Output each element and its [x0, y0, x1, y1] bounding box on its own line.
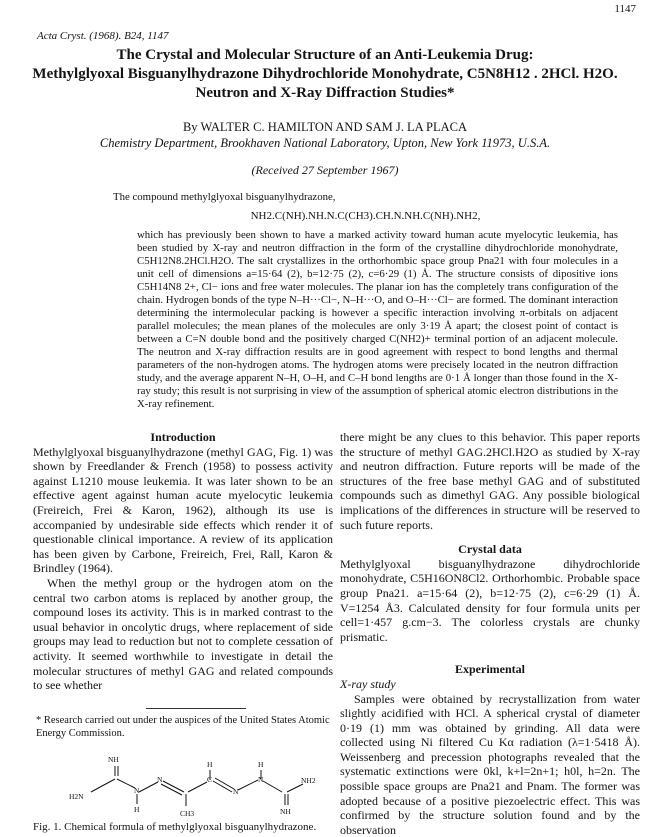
received-date: (Received 27 September 1967) [0, 163, 650, 178]
experimental-text: Samples were obtained by recrystallization from water slightly acidified with HCl. A spherical crystal of diameter 0·19 (1) mm was obtained by grinding. All data were collected using Ni filtered Cu Kα radiation (λ=1·5418 Å). Weissenberg and precession photographs revealed that the systematic extinctions were 0kl, k+l=2n+1; h0l, h=2n. The possible space groups are Pna21 and Pnam. The former was adopted because of a positive piezoelectric effect. This was confirmed by the structure solution found and by the observation [340, 692, 640, 837]
footnote: * Research carried out under the auspices of the United States Atomic Energy Commission. [36, 714, 336, 740]
title-line-1: The Crystal and Molecular Structure of an Anti-Leukemia Drug: [0, 46, 650, 65]
title-line-3: Neutron and X-Ray Diffraction Studies* [0, 84, 650, 103]
label-n1: N [134, 786, 140, 795]
label-c-mid: C [207, 775, 212, 784]
introduction-paragraph-1: Methylglyoxal bisguanylhydrazone (methyl GAG, Fig. 1) was shown by Freedlander & French (1958) to possess activity against L1210 mouse leukemia. It was later shown to be an effective agent against human acute myelocytic leukemia (Freireich, Frei & Karon, 1962), although its use is accompanied by undesirable side effects which render it of questionable clinical importance. A review of its application has been given by Carbone, Freireich, Frei, Rall, Karon & Brindley (1964). [33, 445, 333, 576]
label-nh-left: NH [108, 755, 119, 764]
label-n4: N [258, 775, 264, 784]
xray-study-subheading: X-ray study [340, 677, 640, 692]
abstract-formula: NH2.C(NH).NH.N.C(CH3).CH.N.NH.C(NH).NH2, [113, 210, 618, 223]
abstract-body: which has previously been shown to have a marked activity toward human acute myelocytic leukemia, has been studied by X-ray and neutron diffraction in the form of the crystalline dihydrochloride monohydrate, C5H12N8.2HCl.H2O. The salt crystallizes in the orthorhombic space group Pna21 with four molecules in a unit cell of dimensions a=15·64 (2), b=12·75 (2), c=6·29 (1) Å. The structure consists of dipositive ions C5H14N8 2+, Cl− ions and free water molecules. The planar ion has the completely trans configuration of the chain. Hydrogen bonds of the type N–H···Cl−, N–H···O, and O–H···Cl− are formed. The dominant interaction determining the intermolecular packing is however a specific interaction involving π-orbitals on adjacent parallel molecules; the mean planes of the molecules are only 3·19 Å apart; the closest point of contact is between a C=N double bond and the positively charged C(NH2)+ terminal portion of an adjacent molecule. The neutron and X-ray diffraction results are in good agreement with respect to bond lengths and thermal parameters of the non-hydrogen atoms. The hydrogen atoms were precisely located in the neutron diffraction study, and the average apparent N–H, O–H, and C–H bond lengths are 0·1 Å longer than those found in the X-ray study; this result is not surprising in view of the assumption of spherical atomic electron distributions in the X-ray refinement. [113, 229, 618, 411]
label-h2n: H2N [69, 792, 84, 801]
experimental-heading: Experimental [340, 662, 640, 677]
left-column [33, 430, 333, 693]
title-line-2: Methylglyoxal Bisguanylhydrazone Dihydrochloride Monohydrate, C5N8H12 . 2HCl. H2O. [0, 65, 650, 84]
right-column [340, 430, 640, 837]
introduction-paragraph-3: there might be any clues to this behavior. This paper reports the structure of methyl GAG.2HCl.H2O as studied by X-ray and neutron diffraction. Future reports will be made of the structures of the free base methyl GAG and of substituted compounds such as dimethyl GAG. Any possible biological implications of the differences in structure will be reserved to such future reports. [340, 430, 640, 532]
journal-reference: Acta Cryst. (1968). B24, 1147 [37, 30, 168, 42]
abstract-intro: The compound methylglyoxal bisguanylhydrazone, [113, 191, 618, 204]
authors: By WALTER C. HAMILTON AND SAM J. LA PLACA [0, 120, 650, 135]
figure-caption: Fig. 1. Chemical formula of methylglyoxal bisguanylhydrazone. [33, 821, 343, 833]
label-h2: H [207, 760, 213, 769]
article-title [0, 46, 650, 103]
abstract [113, 191, 618, 411]
label-n2: N [157, 775, 163, 784]
crystal-data-text: Methylglyoxal bisguanylhydrazone dihydrochloride monohydrate, C5H16ON8Cl2. Orthorhombic. Probable space group Pna21. a=15·64 (2), b=12·75 (2), c=6·29 (1) Å. V=1254 Å3. Calculated density for four formula units per cell=1·457 g.cm−3. The colorless crystals are chunky prismatic. [340, 557, 640, 645]
page-number: 1147 [614, 3, 636, 15]
crystal-data-heading: Crystal data [340, 542, 640, 557]
label-nh2-right: NH2 [301, 776, 316, 785]
label-h3: H [258, 760, 264, 769]
label-n3: N [233, 787, 239, 796]
label-ch3: CH3 [180, 809, 194, 818]
structure-bonds [91, 766, 303, 806]
label-h1: H [134, 805, 140, 814]
affiliation: Chemistry Department, Brookhaven National Laboratory, Upton, New York 11973, U.S.A. [0, 136, 650, 151]
introduction-heading: Introduction [33, 430, 333, 445]
chemical-structure-figure [33, 752, 333, 820]
footnote-divider [146, 708, 246, 709]
label-nh-right: NH [280, 807, 291, 816]
introduction-paragraph-2: When the methyl group or the hydrogen atom on the central two carbon atoms is replaced by another group, the compound loses its activity. This is in marked contrast to the usual behavior in oncolytic drugs, where replacement of side groups may lead to reduction but not to complete cessation of activity. It seemed worthwhile to investigate in detail the molecular structures of methyl GAG and related compounds to see whether [33, 576, 333, 693]
